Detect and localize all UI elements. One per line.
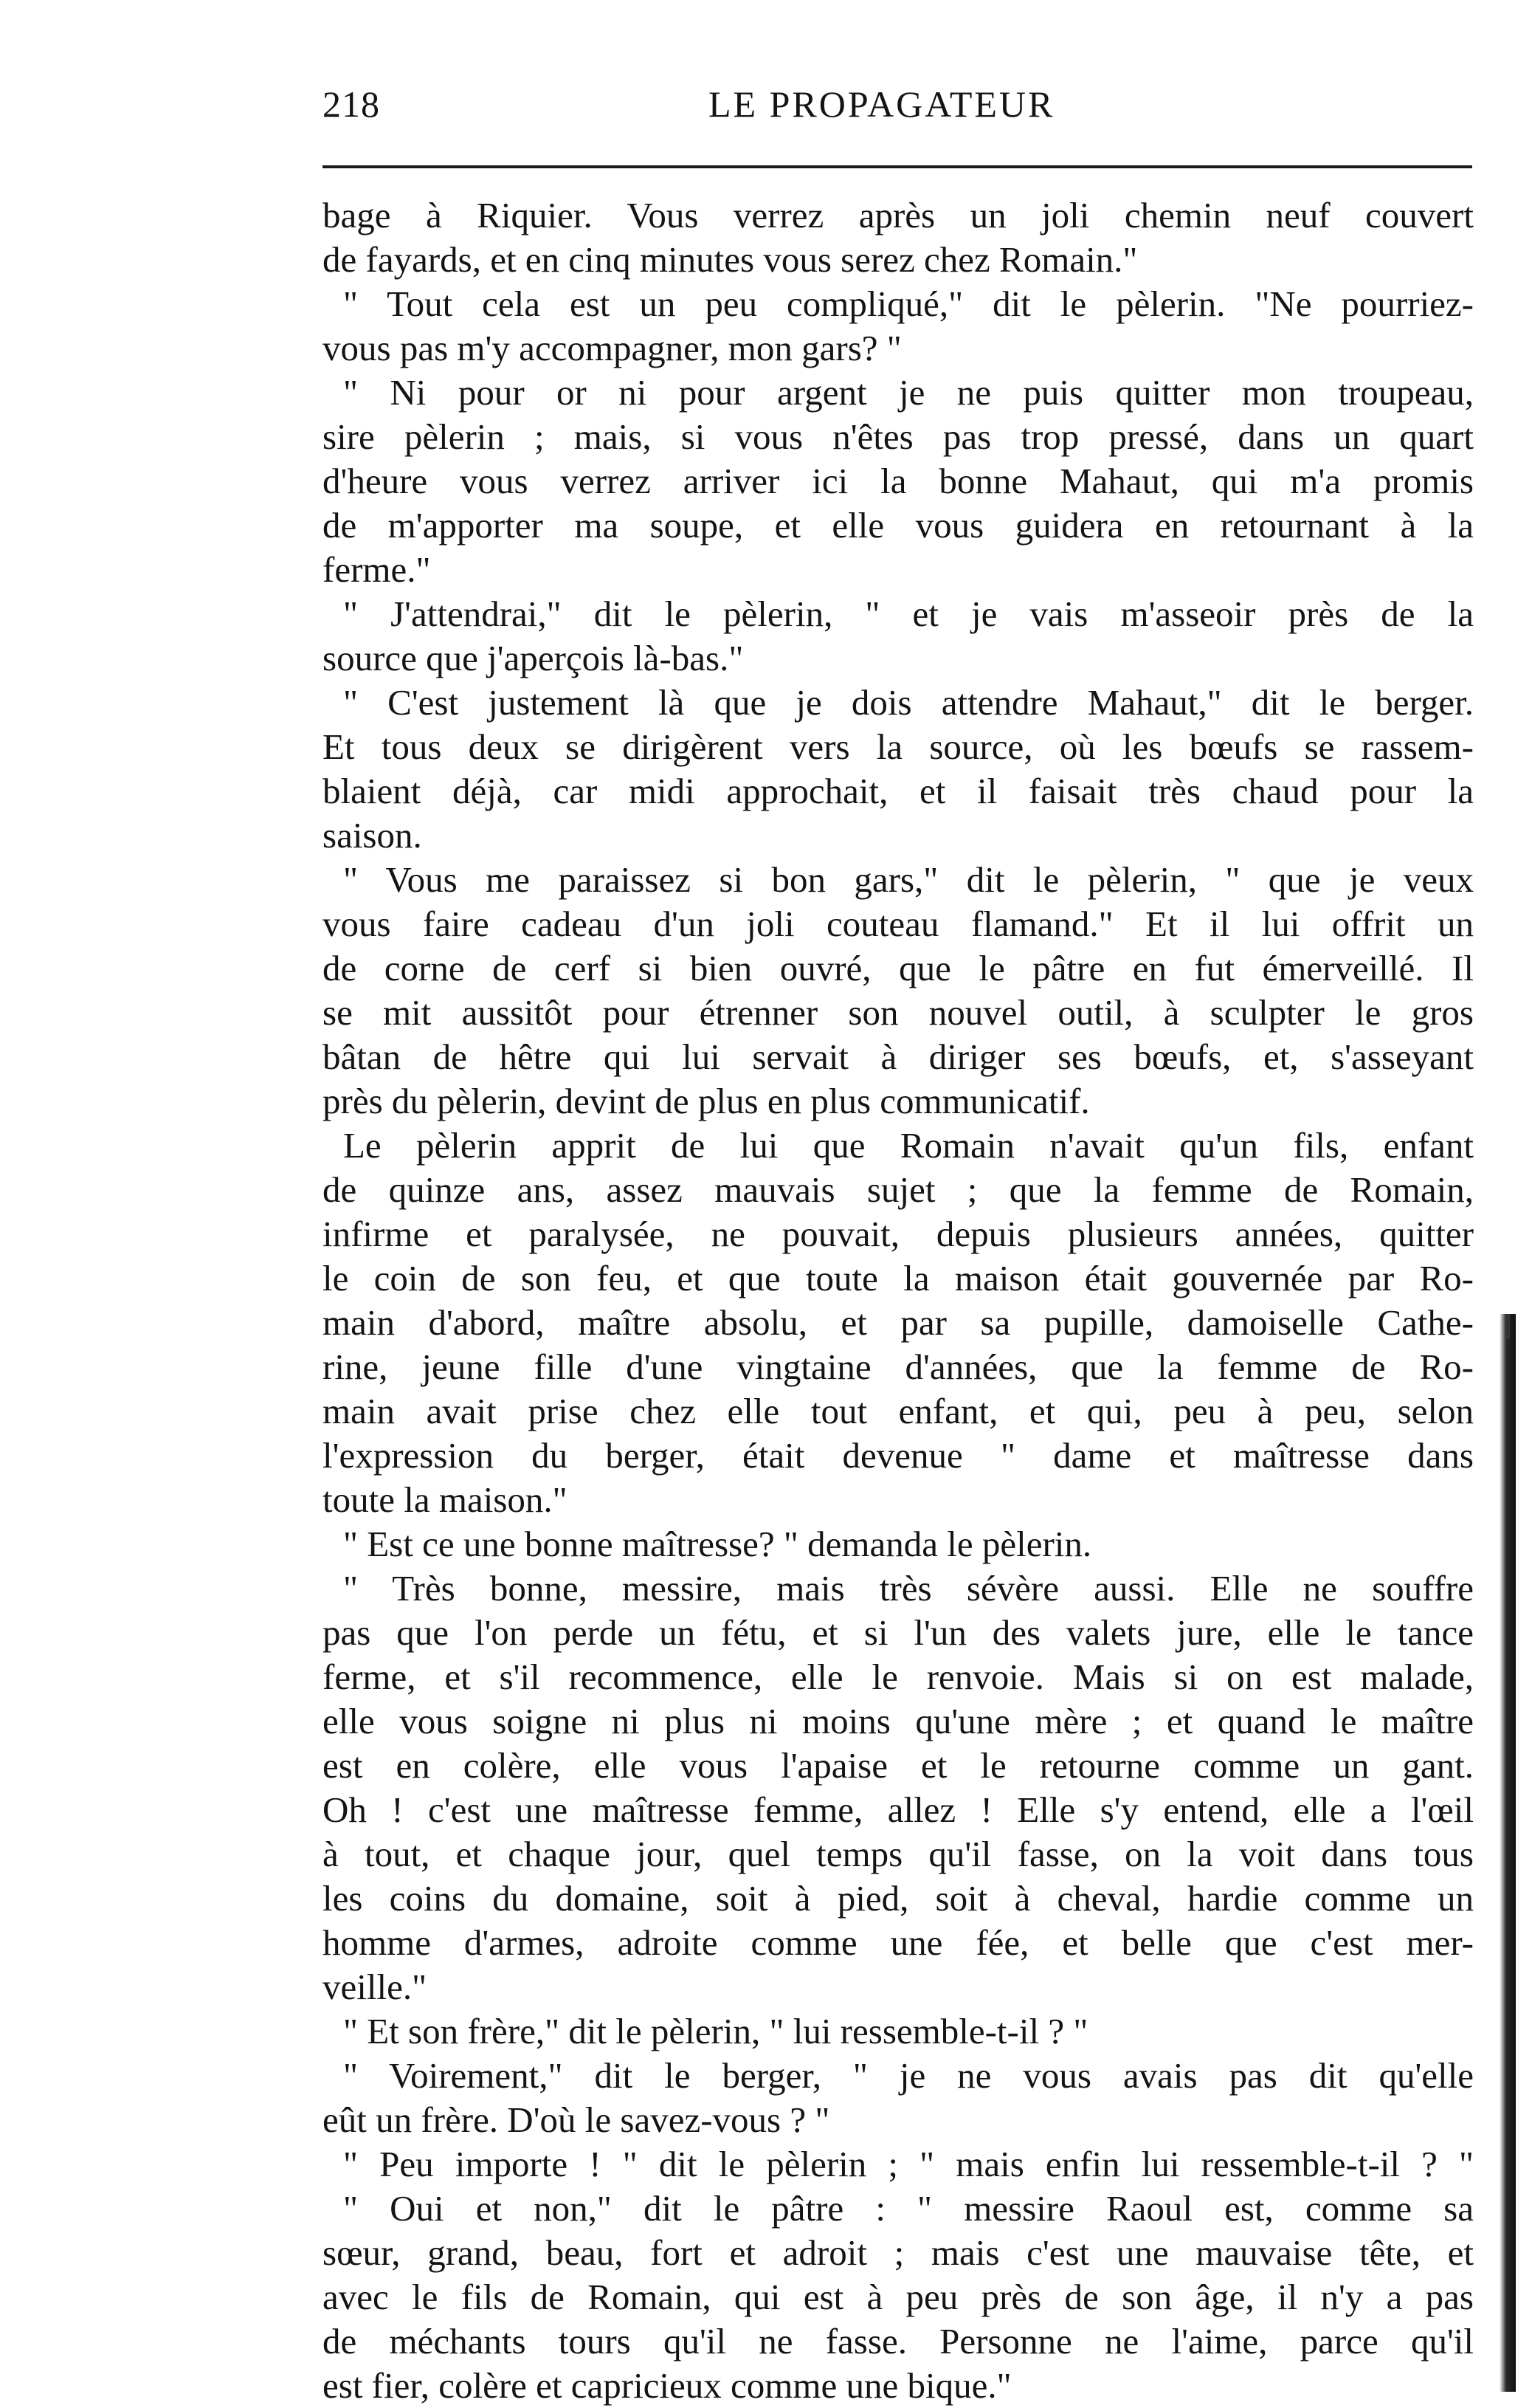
text-line: bage à Riquier. Vous verrez après un joli chemin neuf couvert: [322, 195, 1474, 235]
binding-shadow: [1500, 1314, 1516, 2392]
text-line: ferme.": [322, 549, 431, 590]
text-line: homme d'armes, adroite comme une fée, et belle que c'est mer-: [322, 1922, 1474, 1963]
text-line: de quinze ans, assez mauvais sujet ; que la femme de Romain,: [322, 1169, 1474, 1210]
text-line: l'expression du berger, était devenue " dame et maîtresse dans: [322, 1435, 1474, 1476]
text-line: " Très bonne, messire, mais très sévère aussi. Elle ne souffre: [343, 1568, 1474, 1609]
text-line: rine, jeune fille d'une vingtaine d'années, que la femme de Ro-: [322, 1346, 1474, 1387]
text-line: Oh ! c'est une maîtresse femme, allez ! Elle s'y entend, elle a l'œil: [322, 1789, 1474, 1830]
text-line: bâtan de hêtre qui lui servait à diriger ses bœufs, et, s'asseyant: [322, 1036, 1474, 1077]
text-line: Et tous deux se dirigèrent vers la source, où les bœufs se rassem-: [322, 726, 1474, 767]
text-line: pas que l'on perde un fétu, et si l'un des valets jure, elle le tance: [322, 1612, 1474, 1653]
running-head: LE PROPAGATEUR: [708, 83, 1055, 125]
text-line: " Et son frère," dit le pèlerin, " lui ressemble-t-il ? ": [343, 2011, 1088, 2051]
text-line: main avait prise chez elle tout enfant, et qui, peu à peu, selon: [322, 1391, 1474, 1431]
header-rule: [322, 165, 1472, 168]
scan-artifact: [1505, 1314, 1510, 1339]
body-text: [322, 193, 1474, 2408]
text-line: eût un frère. D'où le savez-vous ? ": [322, 2099, 830, 2140]
text-line: blaient déjà, car midi approchait, et il faisait très chaud pour la: [322, 771, 1474, 811]
text-line: est fier, colère et capricieux comme une bique.": [322, 2365, 1012, 2406]
text-line: de corne de cerf si bien ouvré, que le pâtre en fut émerveillé. Il: [322, 948, 1474, 988]
text-line: se mit aussitôt pour étrenner son nouvel outil, à sculpter le gros: [322, 992, 1474, 1033]
text-line: sœur, grand, beau, fort et adroit ; mais c'est une mauvaise tête, et: [322, 2232, 1474, 2273]
text-line: de m'apporter ma soupe, et elle vous guidera en retournant à la: [322, 505, 1474, 546]
text-line: " Vous me paraissez si bon gars," dit le pèlerin, " que je veux: [343, 859, 1474, 900]
text-line: de méchants tours qu'il ne fasse. Personne ne l'aime, parce qu'il: [322, 2321, 1474, 2361]
text-line: ferme, et s'il recommence, elle le renvoie. Mais si on est malade,: [322, 1657, 1474, 1697]
text-line: " C'est justement là que je dois attendre Mahaut," dit le berger.: [343, 682, 1474, 723]
text-line: " J'attendrai," dit le pèlerin, " et je vais m'asseoir près de la: [343, 594, 1474, 634]
text-line: " Oui et non," dit le pâtre : " messire Raoul est, comme sa: [343, 2188, 1474, 2229]
text-line: vous pas m'y accompagner, mon gars? ": [322, 328, 902, 368]
text-line: saison.: [322, 815, 422, 856]
text-line: de fayards, et en cinq minutes vous serez chez Romain.": [322, 239, 1138, 280]
text-line: " Voirement," dit le berger, " je ne vous avais pas dit qu'elle: [343, 2055, 1474, 2096]
text-line: " Ni pour or ni pour argent je ne puis quitter mon troupeau,: [343, 372, 1474, 413]
text-line: main d'abord, maître absolu, et par sa pupille, damoiselle Cathe-: [322, 1302, 1474, 1343]
text-line: veille.": [322, 1967, 427, 2007]
text-line: Le pèlerin apprit de lui que Romain n'avait qu'un fils, enfant: [343, 1125, 1474, 1166]
text-line: près du pèlerin, devint de plus en plus communicatif.: [322, 1081, 1090, 1121]
text-line: toute la maison.": [322, 1479, 567, 1520]
text-line: infirme et paralysée, ne pouvait, depuis plusieurs années, quitter: [322, 1214, 1474, 1254]
text-line: est en colère, elle vous l'apaise et le retourne comme un gant.: [322, 1745, 1474, 1786]
text-line: les coins du domaine, soit à pied, soit à cheval, hardie comme un: [322, 1878, 1474, 1919]
text-line: elle vous soigne ni plus ni moins qu'une mère ; et quand le maître: [322, 1701, 1474, 1741]
text-line: sire pèlerin ; mais, si vous n'êtes pas trop pressé, dans un quart: [322, 416, 1474, 457]
text-line: " Peu importe ! " dit le pèlerin ; " mais enfin lui ressemble-t-il ? ": [343, 2144, 1474, 2184]
text-line: à tout, et chaque jour, quel temps qu'il fasse, on la voit dans tous: [322, 1834, 1474, 1874]
text-line: " Tout cela est un peu compliqué," dit le pèlerin. "Ne pourriez-: [343, 283, 1474, 324]
text-line: le coin de son feu, et que toute la maison était gouvernée par Ro-: [322, 1258, 1474, 1298]
text-line: source que j'aperçois là-bas.": [322, 638, 744, 678]
page-number: 218: [322, 83, 380, 125]
text-line: d'heure vous verrez arriver ici la bonne Mahaut, qui m'a promis: [322, 461, 1474, 501]
text-line: vous faire cadeau d'un joli couteau flamand." Et il lui offrit un: [322, 904, 1474, 944]
text-line: " Est ce une bonne maîtresse? " demanda le pèlerin.: [343, 1524, 1092, 1564]
text-line: avec le fils de Romain, qui est à peu près de son âge, il n'y a pas: [322, 2277, 1474, 2317]
